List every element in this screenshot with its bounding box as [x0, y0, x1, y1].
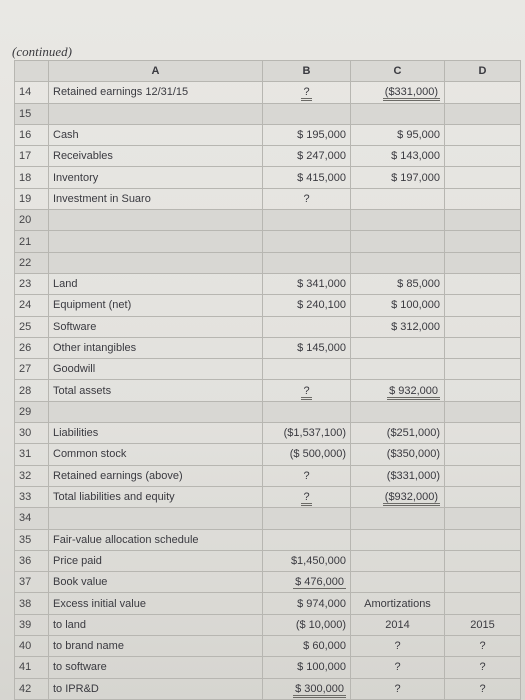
cell-d [445, 295, 521, 316]
row-number-text: 40 [19, 640, 32, 653]
cell-b [263, 529, 351, 550]
cell-b [263, 188, 351, 209]
row-number [15, 359, 49, 380]
cell-d-text: ? [479, 661, 486, 674]
table-row [15, 678, 521, 699]
cell-c [351, 124, 445, 145]
cell-a-text: Book value [53, 576, 108, 589]
cell-b-text: $ 300,000 [293, 683, 346, 698]
cell-a-text: to brand name [53, 640, 124, 653]
cell-b-text: ? [301, 86, 311, 101]
cell-b-text: ($ 500,000) [289, 448, 346, 461]
row-number-text: 38 [19, 597, 32, 610]
cell-a [49, 210, 263, 231]
row-number [15, 614, 49, 635]
table-row [15, 550, 521, 571]
cell-b [263, 337, 351, 358]
cell-a-text: Inventory [53, 171, 99, 184]
row-number-text: 23 [19, 278, 32, 291]
row-number [15, 316, 49, 337]
table-row [15, 188, 521, 209]
cell-c [351, 103, 445, 124]
cell-a-text: Liabilities [53, 427, 99, 440]
cell-c-text: ($251,000) [386, 427, 440, 440]
cell-a-text: Retained earnings (above) [53, 469, 183, 482]
row-number-text: 27 [19, 363, 32, 376]
cell-b-text: ? [303, 469, 310, 482]
table-row [15, 273, 521, 294]
row-number [15, 444, 49, 465]
cell-a [49, 359, 263, 380]
cell-a-text: Other intangibles [53, 342, 137, 354]
row-number [15, 636, 49, 657]
row-number-text: 25 [19, 320, 32, 333]
row-number-text: 36 [19, 554, 32, 567]
cell-a-text: to land [53, 618, 87, 631]
row-number [15, 231, 49, 252]
cell-d [445, 465, 521, 486]
cell-b [263, 252, 351, 273]
cell-c-text: Amortizations [364, 597, 431, 610]
cell-a-text: Cash [53, 129, 79, 142]
cell-c-text: ? [394, 640, 401, 653]
cell-b-text: $ 60,000 [303, 640, 346, 653]
cell-d-text: 2015 [470, 618, 495, 631]
row-number [15, 401, 49, 422]
table-row [15, 401, 521, 422]
row-number [15, 124, 49, 145]
cell-d [445, 188, 521, 209]
cell-c-text: ($331,000) [386, 469, 440, 482]
table-row [15, 465, 521, 486]
row-number-text: 24 [19, 299, 32, 312]
table-row [15, 252, 521, 273]
spreadsheet-table [14, 60, 521, 700]
row-number-text: 30 [19, 427, 32, 440]
cell-c [351, 423, 445, 444]
row-number [15, 337, 49, 358]
row-number [15, 167, 49, 188]
row-number-text: 31 [19, 448, 32, 461]
cell-b [263, 231, 351, 252]
cell-c [351, 295, 445, 316]
cell-c [351, 657, 445, 678]
row-number-text: 19 [19, 192, 32, 205]
column-header-a: A [49, 61, 263, 82]
cell-d [445, 572, 521, 593]
row-number-text: 29 [19, 405, 32, 418]
cell-b-text: $ 476,000 [295, 576, 344, 589]
column-header-b: B [263, 61, 351, 82]
cell-a [49, 423, 263, 444]
cell-a-text: Total liabilities and equity [53, 491, 175, 504]
table-row [15, 231, 521, 252]
cell-c [351, 188, 445, 209]
cell-a [49, 316, 263, 337]
cell-d [445, 380, 521, 401]
row-number [15, 146, 49, 167]
cell-c [351, 572, 445, 593]
table-row [15, 82, 521, 103]
cell-b [263, 124, 351, 145]
row-number [15, 295, 49, 316]
cell-b-text: $ 195,000 [297, 129, 346, 142]
cell-b-text: ($1,537,100) [283, 427, 346, 440]
table-row [15, 529, 521, 550]
row-number [15, 380, 49, 401]
cell-b [263, 678, 351, 699]
table-row [15, 657, 521, 678]
cell-d [445, 231, 521, 252]
cell-a-text: Software [53, 320, 97, 333]
cell-b [263, 636, 351, 657]
table-row [15, 210, 521, 231]
cell-c [351, 167, 445, 188]
row-number [15, 550, 49, 571]
row-number-text: 41 [19, 661, 32, 674]
cell-d [445, 423, 521, 444]
cell-c [351, 486, 445, 507]
cell-d [445, 636, 521, 657]
cell-b-text: $ 415,000 [297, 171, 346, 184]
cell-a [49, 295, 263, 316]
row-number [15, 252, 49, 273]
cell-c-text: $ 95,000 [397, 129, 440, 142]
cell-b-text: $ 240,100 [297, 299, 346, 312]
cell-a-text: Receivables [53, 150, 113, 163]
cell-d [445, 614, 521, 635]
cell-c [351, 508, 445, 529]
row-number [15, 103, 49, 124]
row-number-text: 20 [19, 214, 32, 227]
cell-a-text: to software [53, 661, 107, 674]
cell-c [351, 273, 445, 294]
cell-a [49, 465, 263, 486]
cell-b [263, 210, 351, 231]
cell-b [263, 423, 351, 444]
cell-a-text: Goodwill [53, 363, 96, 376]
cell-a [49, 572, 263, 593]
row-number [15, 508, 49, 529]
cell-a-text: Investment in Suaro [53, 192, 151, 205]
cell-d [445, 316, 521, 337]
cell-c [351, 359, 445, 380]
table-row [15, 508, 521, 529]
cell-c [351, 636, 445, 657]
cell-b [263, 593, 351, 614]
cell-a [49, 124, 263, 145]
table-row [15, 167, 521, 188]
cell-d [445, 657, 521, 678]
table-row [15, 337, 521, 358]
cell-b [263, 146, 351, 167]
cell-b [263, 465, 351, 486]
cell-c-text: ($350,000) [386, 448, 440, 461]
cell-c [351, 550, 445, 571]
cell-c [351, 401, 445, 422]
cell-b [263, 295, 351, 316]
cell-b [263, 103, 351, 124]
cell-a-text: Common stock [53, 448, 127, 461]
table-row [15, 636, 521, 657]
cell-a [49, 231, 263, 252]
row-number [15, 593, 49, 614]
row-number-text: 34 [19, 512, 32, 525]
cell-c-text: $ 312,000 [391, 320, 440, 333]
cell-a [49, 252, 263, 273]
cell-a [49, 529, 263, 550]
cell-b [263, 167, 351, 188]
cell-d [445, 401, 521, 422]
cell-d [445, 167, 521, 188]
table-row [15, 486, 521, 507]
cell-a [49, 636, 263, 657]
table-row [15, 295, 521, 316]
cell-c [351, 82, 445, 103]
cell-d [445, 146, 521, 167]
row-number-text: 32 [19, 469, 32, 482]
row-number [15, 273, 49, 294]
cell-a [49, 188, 263, 209]
table-row [15, 444, 521, 465]
cell-a-text: Total assets [53, 384, 112, 397]
table-row [15, 103, 521, 124]
table-row [15, 614, 521, 635]
cell-c [351, 444, 445, 465]
table-row [15, 146, 521, 167]
cell-c [351, 593, 445, 614]
row-number-text: 28 [19, 384, 32, 397]
cell-b [263, 508, 351, 529]
cell-a [49, 593, 263, 614]
cell-d [445, 337, 521, 358]
cell-c-text: $ 143,000 [391, 150, 440, 163]
cell-a-text: Fair-value allocation schedule [53, 533, 199, 546]
table-row [15, 423, 521, 444]
cell-c [351, 146, 445, 167]
cell-c [351, 380, 445, 401]
cell-c-text: $ 100,000 [391, 299, 440, 312]
row-number-text: 35 [19, 533, 32, 546]
cell-d [445, 252, 521, 273]
row-number [15, 529, 49, 550]
cell-b [263, 359, 351, 380]
cell-b-text: ($ 10,000) [295, 618, 346, 631]
cell-c [351, 231, 445, 252]
cell-c [351, 316, 445, 337]
cell-a-text: Land [53, 278, 78, 291]
cell-c [351, 337, 445, 358]
cell-a-text: Price paid [53, 554, 102, 567]
row-number-text: 33 [19, 491, 32, 504]
table-row [15, 124, 521, 145]
row-number [15, 188, 49, 209]
cell-b-text: ? [301, 385, 311, 400]
column-header-corner [15, 61, 49, 82]
cell-a [49, 486, 263, 507]
cell-a [49, 678, 263, 699]
cell-c-text: ? [394, 661, 401, 674]
cell-d [445, 593, 521, 614]
cell-a-text: Excess initial value [53, 597, 146, 610]
cell-d [445, 486, 521, 507]
cell-c-text: $ 932,000 [387, 385, 440, 400]
row-number [15, 486, 49, 507]
cell-a [49, 508, 263, 529]
cell-a-text: Retained earnings 12/31/15 [53, 86, 189, 99]
cell-b-text: ? [301, 491, 311, 506]
cell-b-text: $ 100,000 [297, 661, 346, 674]
cell-d [445, 82, 521, 103]
cell-d-text: ? [479, 640, 486, 653]
row-number-text: 22 [19, 256, 32, 269]
cell-d [445, 550, 521, 571]
cell-a [49, 337, 263, 358]
cell-c-text: ? [394, 682, 401, 695]
cell-d [445, 444, 521, 465]
row-number-text: 21 [19, 235, 32, 248]
cell-c-text: $ 85,000 [397, 278, 440, 291]
cell-c [351, 210, 445, 231]
row-number [15, 210, 49, 231]
cell-d [445, 678, 521, 699]
cell-c [351, 465, 445, 486]
row-number [15, 423, 49, 444]
cell-b-text: $1,450,000 [290, 554, 346, 567]
cell-d [445, 508, 521, 529]
cell-a [49, 273, 263, 294]
row-number [15, 465, 49, 486]
cell-d [445, 273, 521, 294]
cell-a [49, 444, 263, 465]
cell-c-text: $ 197,000 [391, 171, 440, 184]
cell-b-text: $ 341,000 [297, 278, 346, 291]
cell-a [49, 401, 263, 422]
cell-c-text: 2014 [385, 618, 410, 631]
cell-b-text: $ 974,000 [297, 597, 346, 610]
row-number-text: 14 [19, 86, 32, 99]
cell-c-text: ($331,000) [383, 86, 440, 101]
table-row [15, 593, 521, 614]
cell-c [351, 678, 445, 699]
cell-a [49, 103, 263, 124]
cell-a-text: to IPR&D [53, 682, 99, 695]
table-row [15, 572, 521, 593]
cell-c [351, 614, 445, 635]
row-number-text: 26 [19, 342, 32, 354]
cell-d [445, 210, 521, 231]
cell-d [445, 103, 521, 124]
column-header-d: D [445, 61, 521, 82]
row-number-text: 42 [19, 682, 32, 695]
cell-a [49, 614, 263, 635]
row-number [15, 657, 49, 678]
table-row [15, 380, 521, 401]
cell-d [445, 359, 521, 380]
cell-b [263, 614, 351, 635]
cell-a [49, 657, 263, 678]
cell-d [445, 124, 521, 145]
row-number-text: 17 [19, 150, 32, 163]
row-number [15, 82, 49, 103]
cell-a [49, 550, 263, 571]
cell-c [351, 252, 445, 273]
cell-b [263, 550, 351, 571]
cell-b [263, 82, 351, 103]
cell-a [49, 380, 263, 401]
cell-a [49, 167, 263, 188]
cell-a [49, 82, 263, 103]
column-header-row [15, 61, 521, 82]
row-number-text: 15 [19, 107, 32, 120]
cell-b-text: $ 145,000 [297, 342, 346, 354]
cell-b-text: ? [303, 192, 310, 205]
cell-b [263, 657, 351, 678]
cell-b [263, 444, 351, 465]
cell-b [263, 273, 351, 294]
cell-b [263, 380, 351, 401]
cell-b [263, 486, 351, 507]
row-number-text: 18 [19, 171, 32, 184]
cell-c [351, 529, 445, 550]
row-number-text: 16 [19, 129, 32, 142]
cell-d [445, 529, 521, 550]
table-row [15, 359, 521, 380]
row-number [15, 678, 49, 699]
cell-b [263, 572, 351, 593]
cell-d-text: ? [479, 682, 486, 695]
row-number-text: 39 [19, 618, 32, 631]
cell-b-text: $ 247,000 [297, 150, 346, 163]
cell-a-text: Equipment (net) [53, 299, 132, 312]
cell-c-text: ($932,000) [383, 491, 440, 506]
table-row [15, 316, 521, 337]
cell-b [263, 316, 351, 337]
cell-a [49, 146, 263, 167]
continued-caption: (continued) [12, 44, 72, 59]
row-number [15, 572, 49, 593]
column-header-c: C [351, 61, 445, 82]
row-number-text: 37 [19, 576, 32, 589]
cell-b [263, 401, 351, 422]
